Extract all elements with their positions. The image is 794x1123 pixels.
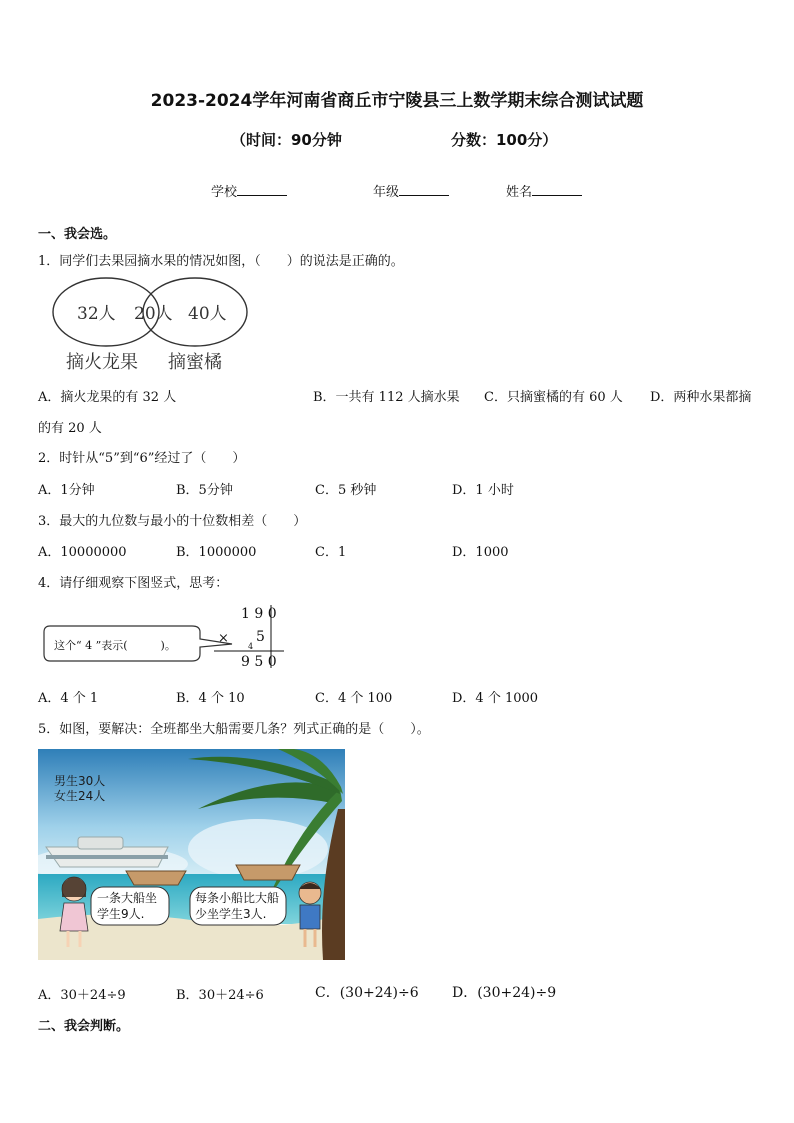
school-blank[interactable] xyxy=(237,183,287,196)
question-1: 1．同学们去果园摘水果的情况如图，（ ）的说法是正确的。 xyxy=(38,254,404,269)
q2-option-b[interactable]: B．5分钟 xyxy=(176,483,233,498)
q4-option-a[interactable]: A．4 个 1 xyxy=(38,691,99,706)
section-2-heading: 二、我会判断。 xyxy=(38,1019,130,1034)
venn-label-left: 摘火龙果 xyxy=(66,352,138,373)
exam-score: 分数：100分） xyxy=(451,131,558,149)
question-2: 2．时针从“5”到“6”经过了（ ） xyxy=(38,451,246,466)
name-field[interactable] xyxy=(506,181,582,200)
q4-option-d[interactable]: D．4 个 1000 xyxy=(452,691,539,706)
question-4: 4．请仔细观察下图竖式，思考： xyxy=(38,576,229,591)
venn-label-right: 摘蜜橘 xyxy=(168,352,222,373)
beach-scene xyxy=(38,749,345,960)
bubble-left-line-2: 学生9人. xyxy=(97,907,145,921)
bubble-right-line-2: 少坐学生3人. xyxy=(195,907,267,921)
q3-option-c[interactable]: C．1 xyxy=(315,545,347,560)
bubble-left-line-1: 一条大船坐 xyxy=(97,891,158,905)
q1-option-d[interactable]: D．两种水果都摘 xyxy=(650,390,752,405)
beach-boat-illustration xyxy=(38,749,345,960)
section-1-heading: 一、我会选。 xyxy=(38,227,117,242)
q1-option-b[interactable]: B．一共有 112 人摘水果 xyxy=(313,390,460,405)
girls-count: 女生24人 xyxy=(54,789,106,803)
q2-option-a[interactable]: A．1分钟 xyxy=(38,483,95,498)
q2-option-d[interactable]: D．1 小时 xyxy=(452,483,514,498)
question-3: 3．最大的九位数与最小的十位数相差（ ） xyxy=(38,514,307,529)
q1-option-a[interactable]: A．摘火龙果的有 32 人 xyxy=(38,390,177,405)
venn-diagram xyxy=(48,275,253,375)
grade-field[interactable] xyxy=(373,181,449,200)
venn-right-value: 40人 xyxy=(188,304,227,324)
vertical-multiplication-figure xyxy=(42,600,292,672)
school-label: 学校 xyxy=(211,185,238,200)
name-blank[interactable] xyxy=(532,183,582,196)
multiplicand: 1 9 0 xyxy=(241,606,277,622)
grade-blank[interactable] xyxy=(399,183,449,196)
boys-count: 男生30人 xyxy=(54,774,106,788)
exam-time: （时间：90分钟 xyxy=(231,131,342,149)
q4-option-b[interactable]: B．4 个 10 xyxy=(176,691,245,706)
q4-option-c[interactable]: C．4 个 100 xyxy=(315,691,393,706)
q5-option-c[interactable]: C．(30+24)÷6 xyxy=(315,985,419,1001)
q5-option-d[interactable]: D．(30+24)÷9 xyxy=(452,985,557,1001)
bubble-text: 这个“ 4 ”表示( )。 xyxy=(54,639,176,652)
page-title: 2023-2024学年河南省商丘市宁陵县三上数学期末综合测试试题 xyxy=(150,91,644,111)
question-5: 5．如图，要解决：全班都坐大船需要几条？列式正确的是（ ）。 xyxy=(38,722,430,737)
q1-option-d-continued: 的有 20 人 xyxy=(38,421,102,436)
grade-label: 年级 xyxy=(373,185,400,200)
school-field[interactable] xyxy=(211,181,287,200)
venn-middle-value: 20人 xyxy=(134,304,173,324)
q3-option-b[interactable]: B．1000000 xyxy=(176,545,257,560)
carry-digit: 4 xyxy=(248,642,254,651)
q5-option-a[interactable]: A．30＋24÷9 xyxy=(38,988,126,1003)
bubble-right-line-1: 每条小船比大船 xyxy=(195,891,280,905)
q2-option-c[interactable]: C．5 秒钟 xyxy=(315,483,377,498)
multiplier: 5 xyxy=(256,629,265,645)
q3-option-d[interactable]: D．1000 xyxy=(452,545,509,560)
q5-option-b[interactable]: B．30＋24÷6 xyxy=(176,988,264,1003)
venn-left-value: 32人 xyxy=(77,304,116,324)
product: 9 5 0 xyxy=(241,654,277,670)
name-label: 姓名 xyxy=(506,185,533,200)
q1-option-c[interactable]: C．只摘蜜橘的有 60 人 xyxy=(484,390,623,405)
multiply-sign: × xyxy=(218,631,229,646)
q3-option-a[interactable]: A．10000000 xyxy=(38,545,127,560)
